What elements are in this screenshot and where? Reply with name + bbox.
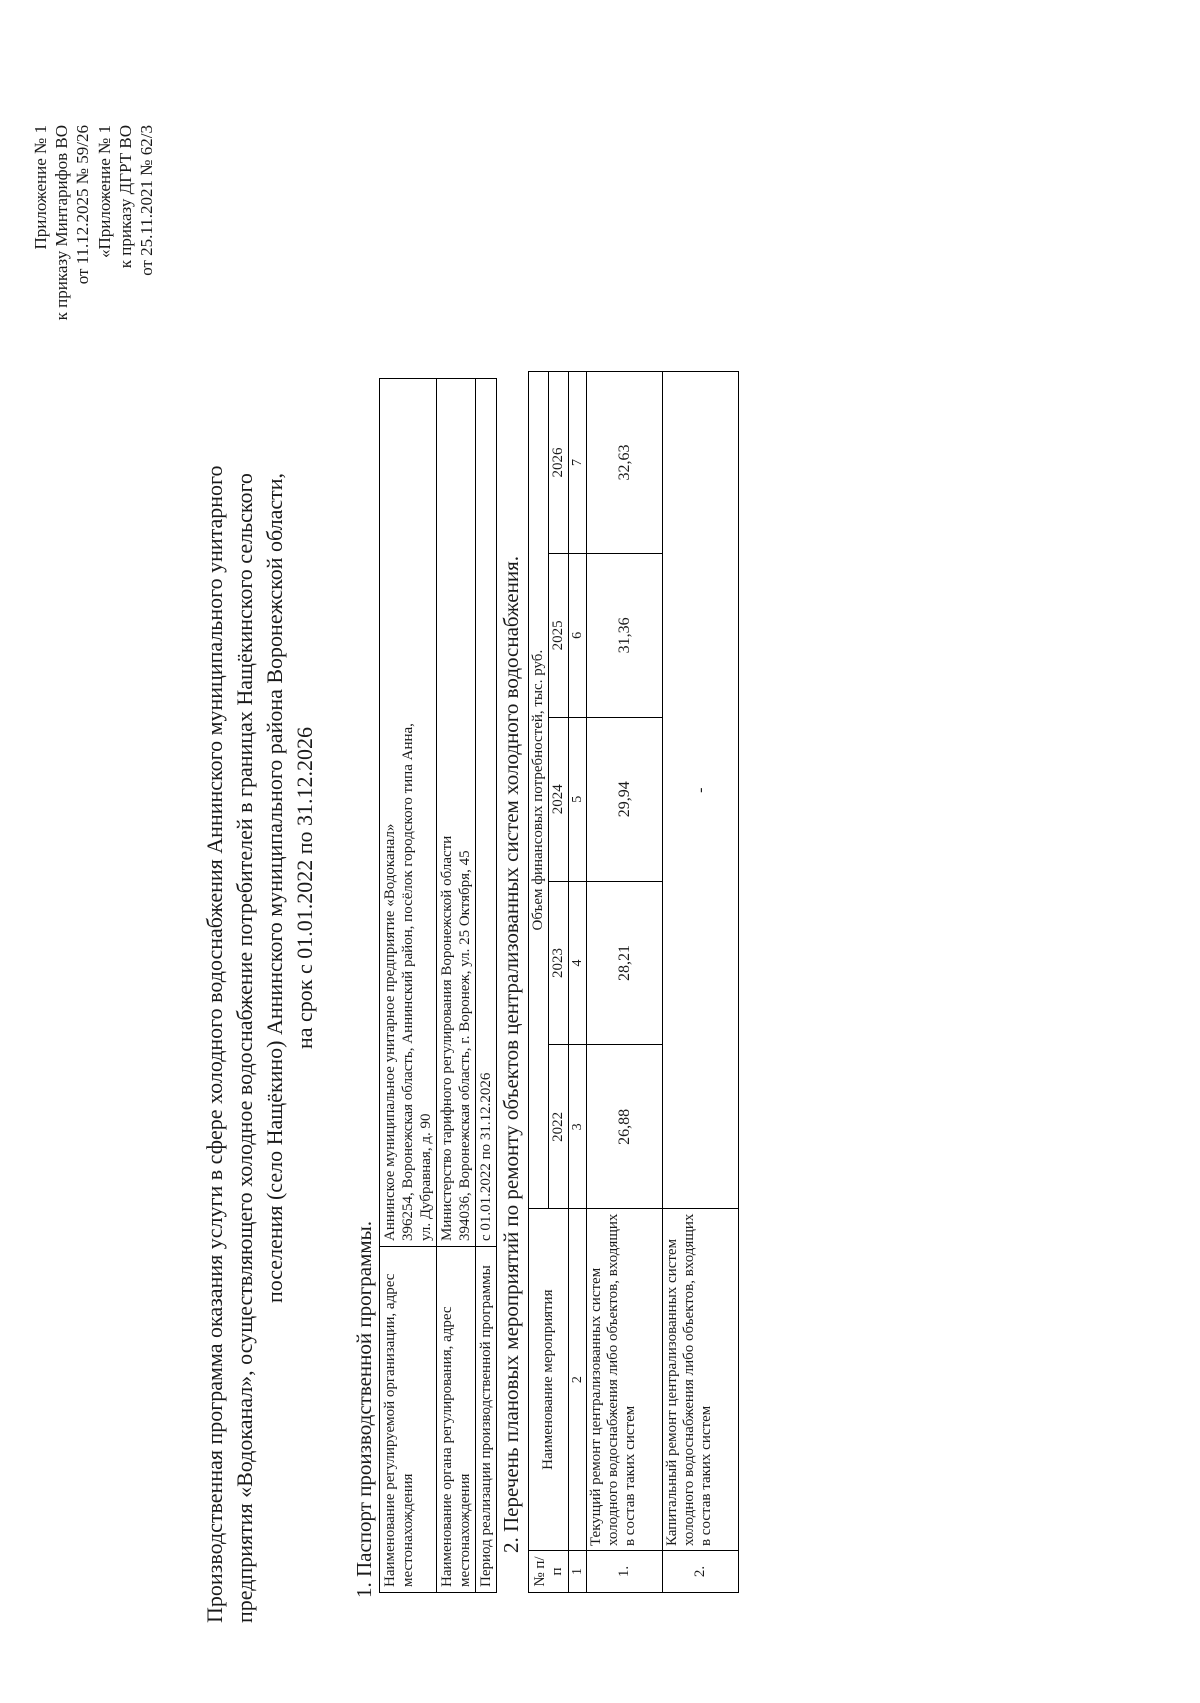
appendix-header-line: к приказу Минтарифов ВО bbox=[52, 125, 71, 321]
table-header-row bbox=[529, 372, 549, 1593]
passport-label: Наименование органа регулирования, адрес местонахождения bbox=[437, 1247, 476, 1593]
measure-name: Текущий ремонт централизованных систем холодного водоснабжения либо объектов, входящих в состав таких систем bbox=[587, 1209, 663, 1551]
column-number: 1 bbox=[569, 1551, 587, 1593]
passport-value: с 01.01.2022 по 31.12.2026 bbox=[476, 379, 497, 1247]
column-number: 2 bbox=[569, 1209, 587, 1551]
appendix-header-line: от 25.11.2021 № 62/3 bbox=[137, 125, 156, 276]
column-number: 3 bbox=[569, 1045, 587, 1209]
row-number: 1. bbox=[587, 1551, 663, 1593]
document-title bbox=[200, 153, 320, 1623]
passport-value-line: Министерство тарифного регулирования Воронежской области bbox=[439, 835, 455, 1241]
column-header-year: 2026 bbox=[549, 372, 569, 554]
column-number: 7 bbox=[569, 372, 587, 554]
measure-name: Капитальный ремонт централизованных систем холодного водоснабжения либо объектов, входящих в состав таких систем bbox=[663, 1209, 739, 1551]
table-row bbox=[476, 379, 497, 1593]
column-header-number: № п/п bbox=[529, 1551, 569, 1593]
title-line: предприятия «Водоканал», осуществляющего холодное водоснабжение потребителей в границах Нащёкинского сельского bbox=[232, 473, 257, 1623]
column-header-year: 2022 bbox=[549, 1045, 569, 1209]
passport-heading: 1. Паспорт производственной программы. bbox=[352, 1220, 376, 1598]
passport-table bbox=[379, 378, 497, 1593]
column-header-year: 2025 bbox=[549, 553, 569, 717]
column-header-year: 2023 bbox=[549, 881, 569, 1045]
value-cell: 32,63 bbox=[587, 372, 663, 554]
column-number: 6 bbox=[569, 553, 587, 717]
table-row bbox=[663, 372, 739, 1593]
appendix-header-line: «Приложение № 1 bbox=[95, 125, 114, 258]
column-header-name: Наименование мероприятия bbox=[529, 1209, 569, 1551]
table-row bbox=[380, 379, 437, 1593]
column-header-year: 2024 bbox=[549, 717, 569, 881]
passport-value-line: 396254, Воронежская область, Аннинский район, посёлок городского типа Анна, bbox=[400, 723, 416, 1241]
passport-value bbox=[437, 379, 476, 1247]
title-line: Производственная программа оказания услуги в сфере холодного водоснабжения Аннинского муниципального унитарного bbox=[202, 465, 227, 1623]
title-line: на срок с 01.01.2022 по 31.12.2026 bbox=[292, 726, 317, 1050]
value-cell: 26,88 bbox=[587, 1045, 663, 1209]
passport-label: Наименование регулируемой организации, адрес местонахождения bbox=[380, 1247, 437, 1593]
title-line: поселения (село Нащёкино) Аннинского муниципального района Воронежской области, bbox=[262, 472, 287, 1304]
appendix-header-current bbox=[30, 125, 93, 320]
row-number: 2. bbox=[663, 1551, 739, 1593]
value-cell: 29,94 bbox=[587, 717, 663, 881]
value-cell: 28,21 bbox=[587, 881, 663, 1045]
column-number: 4 bbox=[569, 881, 587, 1045]
passport-label: Период реализации производственной программы bbox=[476, 1247, 497, 1593]
appendix-header-line: к приказу ДГРТ ВО bbox=[116, 125, 135, 269]
column-header-financing: Объем финансовых потребностей, тыс. руб. bbox=[529, 372, 549, 1209]
column-number: 5 bbox=[569, 717, 587, 881]
table-row bbox=[437, 379, 476, 1593]
passport-value-line: Аннинское муниципальное унитарное предприятие «Водоканал» bbox=[382, 823, 398, 1241]
measures-heading: 2. Перечень плановых мероприятий по ремонту объектов централизованных систем холодного водоснабжения. bbox=[499, 555, 523, 1553]
appendix-header-line: Приложение № 1 bbox=[31, 125, 50, 250]
table-row bbox=[587, 372, 663, 1593]
appendix-header-previous bbox=[94, 125, 157, 276]
column-number-row bbox=[569, 372, 587, 1593]
value-cell-merged: - bbox=[663, 372, 739, 1209]
passport-value-line: 394036, Воронежская область, г. Воронеж, ул. 25 Октября, 45 bbox=[457, 850, 473, 1241]
appendix-header-line: от 11.12.2025 № 59/26 bbox=[73, 125, 92, 285]
passport-value-line: ул. Дубравная, д. 90 bbox=[418, 1113, 434, 1241]
value-cell: 31,36 bbox=[587, 553, 663, 717]
measures-table bbox=[528, 371, 739, 1593]
passport-value bbox=[380, 379, 437, 1247]
